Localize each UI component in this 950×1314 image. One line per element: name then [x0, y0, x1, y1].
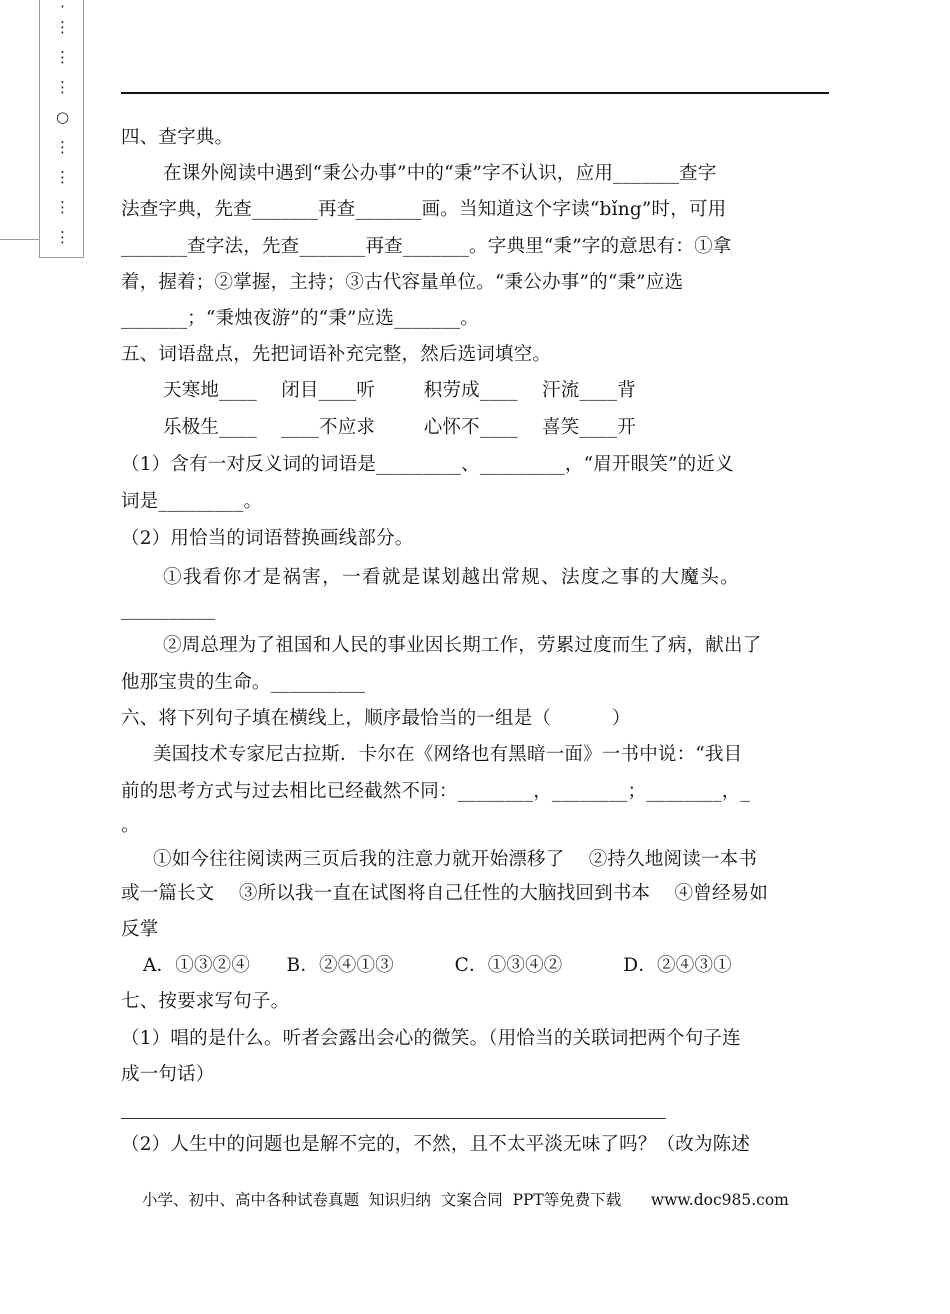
section-4-line: 法查字典，先查_______再查_______画。当知道这个字读“bǐng”时，可用 — [121, 199, 727, 220]
section-4-line: _______查字法，先查_______再查_______。字典里“秉”字的意思有：①拿 — [121, 236, 732, 257]
binding-divider — [0, 239, 39, 240]
section-6-title: 六、将下列句子填在横线上，顺序最恰当的一组是（ ） — [121, 708, 631, 729]
word-row: 天寒地____ 闭目____听 积劳成____ 汗流____背 — [163, 380, 636, 401]
word-row: 乐极生____ ____不应求 心怀不____ 喜笑____开 — [163, 417, 636, 438]
section-5-title: 五、词语盘点，先把词语补充完整，然后选词填空。 — [121, 344, 552, 365]
passage-line: 美国技术专家尼古拉斯．卡尔在《网络也有黑暗一面》一书中说：“我目 — [153, 744, 743, 765]
section-4-line: _______；“秉烛夜游”的“秉”应选_______。 — [121, 308, 479, 329]
question-line: （2）人生中的问题也是解不完的，不然，且不太平淡无味了吗？（改为陈述 — [121, 1134, 751, 1155]
binding-dots: ⋮ — [55, 48, 70, 66]
question-line: （1）唱的是什么。听者会露出会心的微笑。（用恰当的关联词把两个句子连 — [121, 1028, 741, 1049]
answer-line — [121, 1118, 666, 1119]
page-footer: 小学、初中、高中各种试卷真题 知识归纳 文案合同 PPT等免费下载 www.doc985.com — [142, 1191, 789, 1209]
binding-dots: ⋮ — [55, 18, 70, 36]
binding-dots: ⋮ — [55, 198, 70, 216]
binding-dots: ⋮ — [55, 228, 70, 246]
question-line: 成一句话） — [121, 1064, 215, 1085]
binding-dot: · — [60, 0, 65, 16]
section-4-line: 着，握着；②掌握，主持；③古代容量单位。“秉公办事”的“秉”应选 — [121, 272, 684, 293]
question-line: 词是_________。 — [121, 491, 263, 512]
answer-choices: A．①③②④ B．②④①③ C．①③④② D．②④③① — [143, 955, 732, 976]
passage-line: 前的思考方式与过去相比已经截然不同：________，________；________，_ — [121, 781, 750, 802]
answer-blank: __________ — [121, 599, 216, 620]
binding-dots: ⋮ — [55, 168, 70, 186]
binding-margin — [39, 0, 84, 258]
section-7-title: 七、按要求写句子。 — [121, 991, 290, 1012]
option-line: 或一篇长文 ③所以我一直在试图将自己任性的大脑找回到书本 ④曾经易如 — [121, 883, 769, 904]
header-rule — [121, 92, 829, 94]
question-line: （2）用恰当的词语替换画线部分。 — [121, 528, 414, 549]
question-line: ②周总理为了祖国和人民的事业因长期工作，劳累过度而生了病，献出了 — [163, 635, 762, 656]
question-line: 他那宝贵的生命。__________ — [121, 672, 366, 693]
passage-line: 。 — [121, 815, 140, 836]
option-line: ①如今往往阅读两三页后我的注意力就开始漂移了 ②持久地阅读一本书 — [153, 849, 758, 870]
option-line: 反掌 — [121, 919, 159, 940]
question-line: ①我看你才是祸害，一看就是谋划越出常规、法度之事的大魔头。 — [163, 567, 741, 588]
binding-circle: ○ — [55, 108, 70, 126]
binding-dots: ⋮ — [55, 138, 70, 156]
question-line: （1）含有一对反义词的词语是_________、_________，“眉开眼笑”的近义 — [121, 454, 734, 475]
section-4-title: 四、查字典。 — [121, 127, 234, 148]
binding-dots: ⋮ — [55, 78, 70, 96]
section-4-line: 在课外阅读中遇到“秉公办事”中的“秉”字不认识，应用_______查字 — [163, 163, 717, 184]
